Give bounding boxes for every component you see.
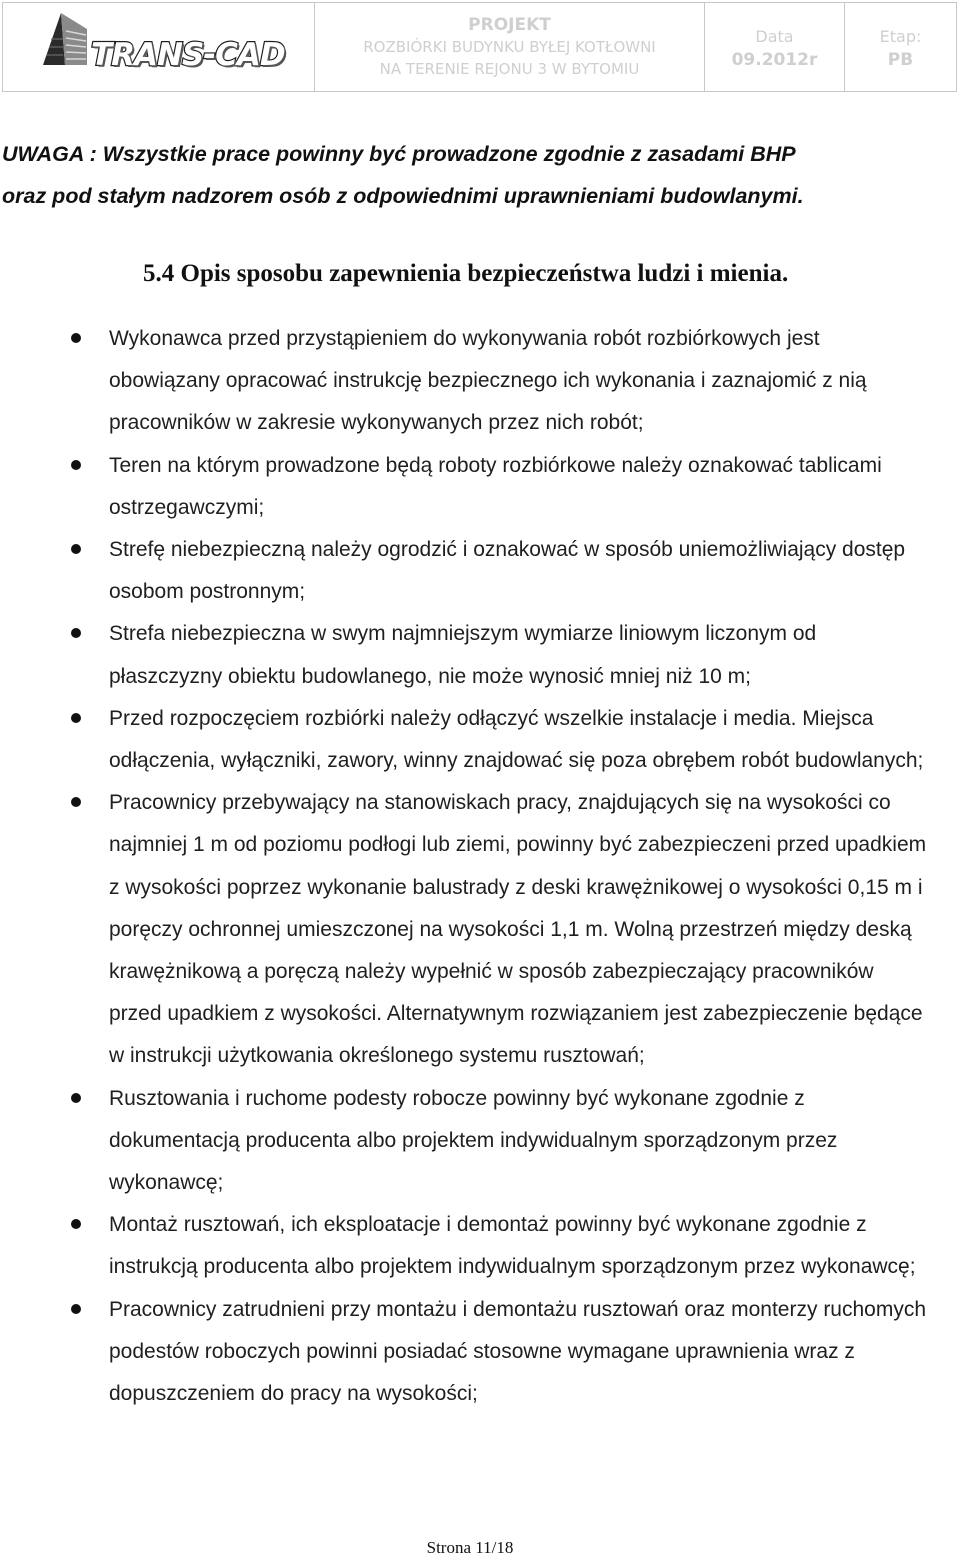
list-item-text: Strefę niebezpieczną należy ogrodzić i oznakować w sposób uniemożliwiający dostęp osobom postronnym; <box>109 538 906 604</box>
list-item-text: Strefa niebezpieczna w swym najmniejszym wymiarze liniowym liczonym od płaszczyzny obiektu budowlanego, nie może wynosić mniej niż 10 m; <box>109 622 817 688</box>
list-item-text: Pracownicy przebywający na stanowiskach pracy, znajdujących się na wysokości co najmniej 1 m od poziomu podłogi lub ziemi, powinny być zabezpieczeni przed upadkiem z wysokości poprzez wykonanie balustrady z deski krawężnikowej o wysokości 0,15 m i poręczy ochronnej umieszczonej na wysokości 1,1 m. Wolną przestrzeń między deską krawężnikową a poręczą należy wypełnić w sposób zabezpieczający pracowników przed upadkiem z wysokości. Alternatywnym rozwiązaniem jest zabezpieczenie będące w instrukcji użytkowania określonego systemu rusztowań; <box>109 791 927 1068</box>
safety-warning <box>2 133 942 217</box>
date-label: Data <box>755 27 794 46</box>
bullet-dot-icon <box>71 460 81 470</box>
list-item-text: Pracownicy zatrudnieni przy montażu i demontażu rusztowań oraz monterzy ruchomych podestów roboczych powinni posiadać stosowne wymagane uprawnienia wraz z dopuszczeniem do pracy na wysokości; <box>109 1297 927 1406</box>
list-item <box>0 1289 929 1416</box>
bullet-dot-icon <box>71 797 81 807</box>
list-item-text: Wykonawca przed przystąpieniem do wykonywania robót rozbiórkowych jest obowiązany opracować instrukcję bezpiecznego ich wykonania i zaznajomić z nią pracowników w zakresie wykonywanych przez nich robót; <box>109 327 867 435</box>
project-label: PROJEKT <box>468 15 551 35</box>
bullet-dot-icon <box>71 628 81 638</box>
stage-value: PB <box>887 50 914 70</box>
project-line-2: NA TERENIE REJONU 3 W BYTOMIU <box>379 60 640 78</box>
page-header <box>2 2 957 92</box>
bullet-dot-icon <box>71 544 81 554</box>
list-item <box>0 782 929 1077</box>
project-cell <box>315 3 705 91</box>
project-line-1: ROZBIÓRKI BUDYNKU BYŁEJ KOTŁOWNI <box>363 38 656 56</box>
warning-line-1: UWAGA : Wszystkie prace powinny być prowadzone zgodnie z zasadami BHP <box>2 142 796 166</box>
date-value: 09.2012r <box>731 50 818 70</box>
page-number: Strona 11/18 <box>426 1538 514 1557</box>
list-item <box>0 1078 929 1205</box>
logo-cell <box>3 3 315 91</box>
stage-label: Etap: <box>879 27 922 46</box>
list-item <box>0 698 929 782</box>
list-item-text: Teren na którym prowadzone będą roboty rozbiórkowe należy oznakować tablicami ostrzegawczymi; <box>109 453 882 519</box>
bullet-dot-icon <box>71 333 81 343</box>
bullet-dot-icon <box>71 1093 81 1103</box>
bullet-list <box>0 318 960 1415</box>
section-title: 5.4 Opis sposobu zapewnienia bezpieczeństwa ludzi i mienia. <box>143 260 789 287</box>
list-item-text: Przed rozpoczęciem rozbiórki należy odłączyć wszelkie instalacje i media. Miejsca odłączenia, wyłączniki, zawory, winny znajdować się poza obrębem robót budowlanych; <box>109 706 924 773</box>
bullet-dot-icon <box>71 1304 81 1314</box>
list-item <box>0 445 929 529</box>
list-item <box>0 613 929 697</box>
list-item <box>0 529 929 613</box>
building-logo-icon <box>39 11 91 67</box>
list-item <box>0 1204 929 1288</box>
list-item-text: Montaż rusztowań, ich eksploatacje i demontaż powinny być wykonane zgodnie z instrukcją producenta albo projektem indywidualnym sporządzonym przez wykonawcę; <box>109 1213 916 1279</box>
list-item-text: Rusztowania i ruchome podesty robocze powinny być wykonane zgodnie z dokumentacją producenta albo projektem indywidualnym sporządzonym przez wykonawcę; <box>109 1086 838 1195</box>
list-item <box>0 318 929 445</box>
stage-cell <box>845 3 956 91</box>
bullet-dot-icon <box>71 1219 81 1229</box>
warning-line-2: oraz pod stałym nadzorem osób z odpowiednimi uprawnieniami budowlanymi. <box>2 184 804 208</box>
bullet-dot-icon <box>71 713 81 723</box>
date-cell <box>705 3 845 91</box>
logo-text: TRANS-CAD <box>91 37 285 73</box>
